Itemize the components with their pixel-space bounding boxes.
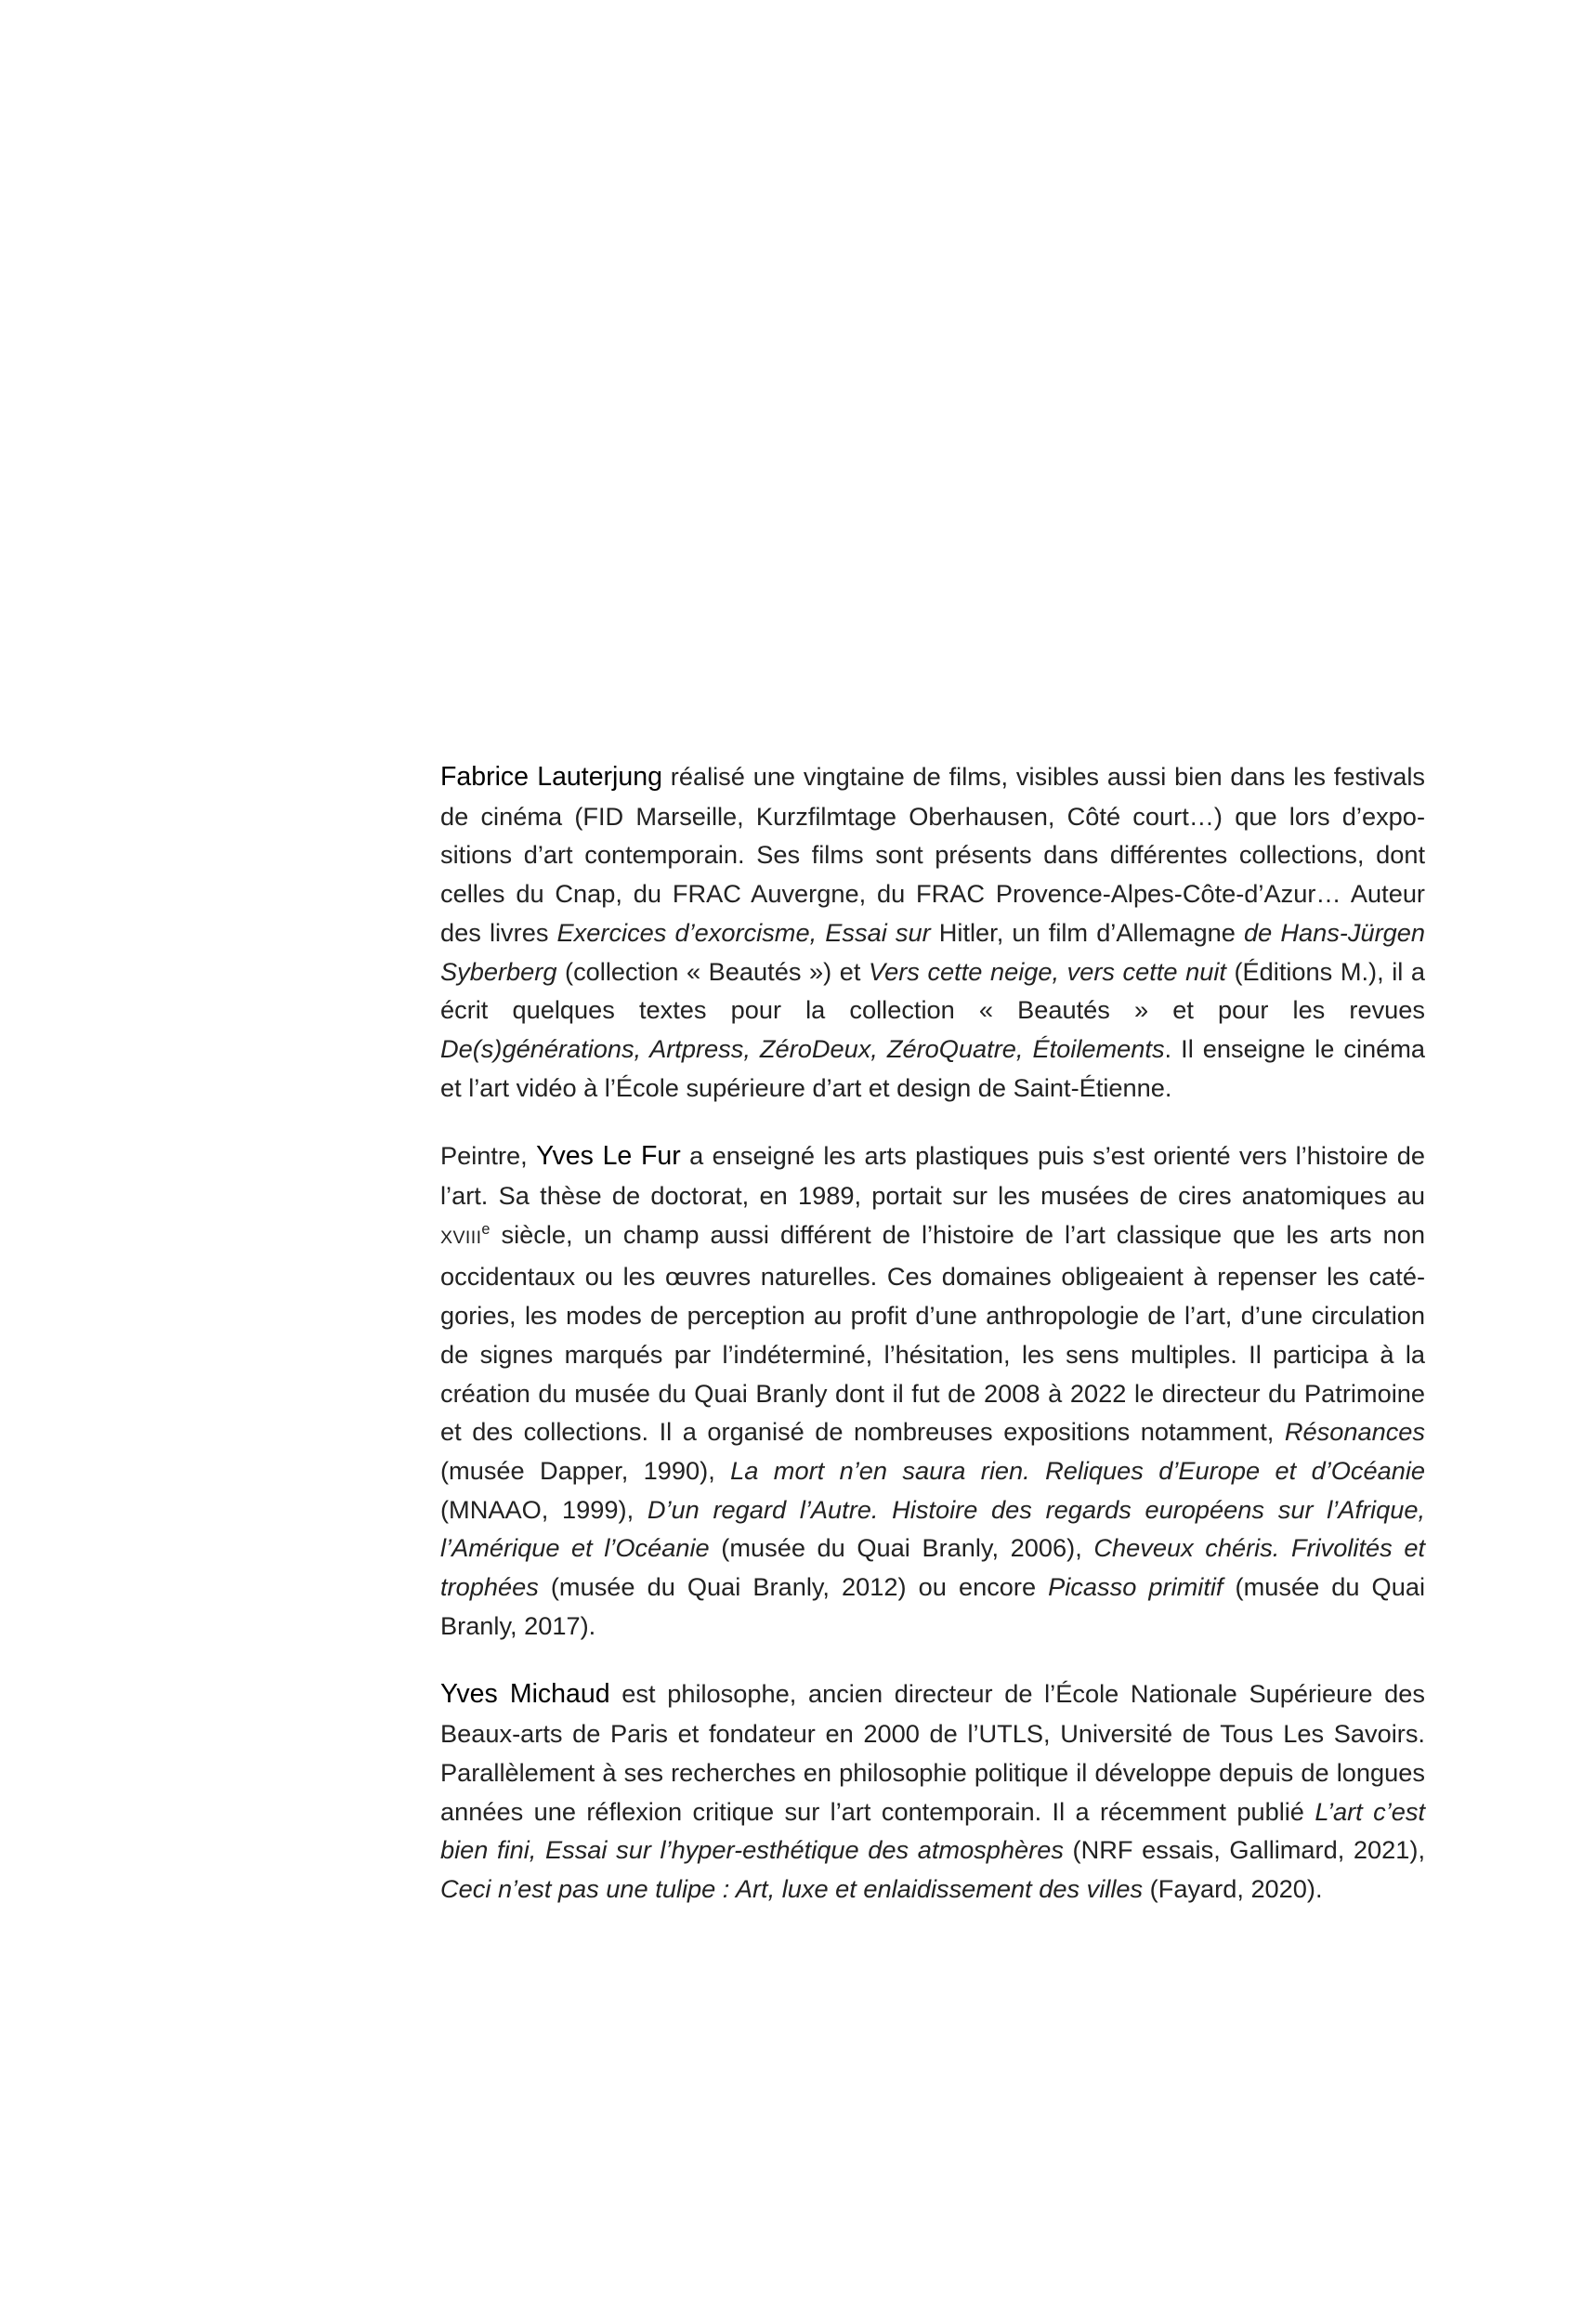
exhibition-title: Résonances bbox=[1284, 1417, 1425, 1447]
book-title: de Hans-Jürgen Syberberg bbox=[440, 917, 1425, 986]
bio-text: Peintre, bbox=[440, 1141, 537, 1171]
bio-text: Hitler, un film d’Allemagne bbox=[930, 917, 1244, 947]
century-superscript: e bbox=[481, 1220, 491, 1238]
exhibition-title: D’un regard l’Autre. Histoire des regards européens sur l’Afrique, l’Amérique et l’Océanie bbox=[440, 1494, 1426, 1563]
exhibition-title: La mort n’en saura rien. Reliques d’Europe et d’Océanie bbox=[730, 1455, 1425, 1485]
journal-titles: De(s)générations, Artpress, ZéroDeux, ZéroQuatre, Étoilements bbox=[440, 1033, 1165, 1063]
bio-text: est philosophe, ancien directeur de l’École Nationale Supérieure des Beaux-arts de Paris et fondateur en 2000 de l’UTLS, Université de Tous Les Savoirs. Parallèlement à ses recherches en philosophie politique il développe depuis de longues années une réflexion critique sur l’art contemporain. Il a récemment publié bbox=[440, 1679, 1425, 1826]
bio-name: Yves Michaud bbox=[440, 1679, 610, 1710]
bio-text: (Fayard, 2020). bbox=[1143, 1873, 1323, 1903]
bio-text: (musée du Quai Branly, 2017). bbox=[440, 1572, 1425, 1640]
book-title: Ceci n’est pas une tulipe : Art, luxe et enlaidissement des villes bbox=[440, 1873, 1144, 1903]
book-title: Exercices d’exorcisme, Essai sur bbox=[556, 917, 931, 947]
bio-name: Yves Le Fur bbox=[536, 1141, 681, 1172]
bio-text: réalisé une vingtaine de films, visibles aussi bien dans les festivals de cinéma (FID Marseille, Kurzfilmtage Oberhausen, Côté court…) que lors d’expositions d’art contemporain. Ses films sont présents dans différentes collections, dont celles du Cnap, du FRAC Auvergne, du FRAC Provence-Alpes-Côte-d’Azur… Auteur des livres bbox=[440, 762, 1425, 947]
bio-yves-le-fur bbox=[440, 1136, 1425, 1645]
bio-text: a enseigné les arts plastiques puis s’est orienté vers l’histoire de l’art. Sa thèse de doctorat, en 1989, portait sur les musées de cires anatomiques au bbox=[440, 1141, 1425, 1211]
exhibition-title: Cheveux chéris. Frivolités et trophées bbox=[440, 1533, 1426, 1602]
bio-text: (Éditions M.), il a écrit quelques textes pour la collection « Beautés » et pour les revues bbox=[440, 956, 1425, 1025]
exhibition-title: Picasso primitif bbox=[1048, 1572, 1223, 1602]
bio-name: Fabrice Lauterjung bbox=[440, 762, 662, 792]
bio-yves-michaud bbox=[440, 1674, 1425, 1908]
bio-text: siècle, un champ aussi différent de l’histoire de l’art classique que les arts non occidentaux ou les œuvres naturelles. Ces domaines obligeaient à repenser les catégories, les modes de perception au profit d’une anthropologie de l’art, d’une circulation de signes marqués par l’indéterminé, l’hésitation, les sens multiples. Il participa à la création du musée du Quai Branly dont il fut de 2008 à 2022 le directeur du Patrimoine et des collections. Il a organisé de nombreuses expositions notamment, bbox=[440, 1219, 1425, 1447]
bio-text: (musée du Quai Branly, 2012) ou encore bbox=[538, 1572, 1049, 1602]
bio-fabrice-lauterjung bbox=[440, 757, 1425, 1107]
bio-text: . Il enseigne le cinéma et l’art vidéo à l’École supérieure d’art et design de Saint-Étienne. bbox=[440, 1033, 1425, 1102]
book-title: L’art c’est bien fini, Essai sur l’hyper-esthétique des atmosphères bbox=[440, 1796, 1426, 1865]
author-bios bbox=[440, 757, 1425, 1938]
century-numeral: XVIII bbox=[440, 1227, 482, 1248]
book-title: Vers cette neige, vers cette nuit bbox=[869, 956, 1226, 986]
bio-text: (musée Dapper, 1990), bbox=[440, 1455, 731, 1485]
bio-text: (MNAAO, 1999), bbox=[440, 1494, 648, 1524]
bio-text: (NRF essais, Gallimard, 2021), bbox=[1063, 1835, 1425, 1865]
bio-text: (collection « Beautés ») et bbox=[556, 956, 869, 986]
bio-text: (musée du Quai Branly, 2006), bbox=[709, 1533, 1094, 1563]
